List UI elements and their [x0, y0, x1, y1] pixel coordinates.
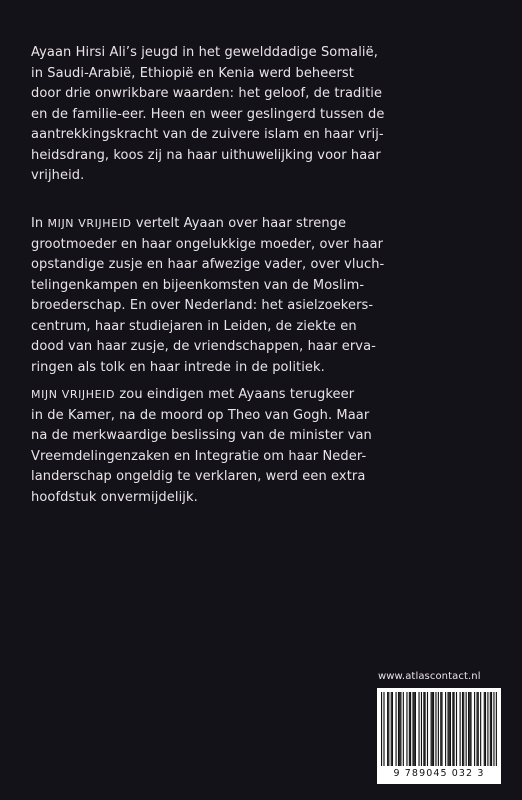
- barcode-bar: [449, 692, 450, 766]
- barcode-bar: [462, 692, 463, 766]
- blurb-line: broederschap. En over Nederland: het asielzoekers-: [31, 298, 374, 313]
- barcode-bar: [445, 692, 446, 766]
- barcode-bar: [392, 692, 393, 766]
- barcode-bar: [491, 692, 492, 766]
- barcode-bar: [478, 692, 479, 766]
- blurb-line: ringen als tolk en haar intrede in de politiek.: [31, 359, 325, 375]
- blurb-line: [31, 214, 501, 235]
- blurb-line: opstandige zusje en haar afwezige vader, over vluch-: [31, 257, 385, 272]
- barcode-bar: [412, 692, 413, 766]
- barcode-bar: [438, 692, 439, 766]
- barcode-bars: [381, 692, 497, 768]
- barcode-bar: [470, 692, 471, 766]
- barcode-bar: [454, 692, 455, 766]
- barcode-bar: [433, 692, 434, 766]
- book-title-smallcaps: MIJN VRIJHEID: [47, 217, 132, 230]
- publisher-website: www.atlascontact.nl: [378, 671, 481, 682]
- barcode-bar: [476, 692, 477, 766]
- barcode-bar: [469, 692, 470, 766]
- blurb-line: Vreemdelingenzaken en Integratie om haar Neder-: [31, 448, 367, 464]
- barcode: [377, 688, 501, 784]
- barcode-bar: [421, 692, 422, 766]
- barcode-bar: [490, 692, 491, 766]
- blurb-line: aantrekkingskracht van de zuivere islam en haar vrij-: [31, 127, 384, 142]
- barcode-bar: [381, 692, 382, 766]
- barcode-bar: [468, 692, 469, 766]
- barcode-bar: [431, 692, 432, 766]
- barcode-bar: [383, 692, 384, 766]
- book-title-smallcaps: MIJN VRIJHEID: [31, 388, 116, 401]
- barcode-bar: [463, 692, 464, 766]
- barcode-bar: [409, 692, 410, 766]
- blurb-line: grootmoeder en haar ongelukkige moeder, over haar: [31, 236, 384, 252]
- line-prefix: In: [31, 216, 48, 231]
- blurb-paragraph-2: [31, 214, 501, 378]
- barcode-bar: [432, 692, 433, 766]
- barcode-bar: [496, 692, 497, 766]
- barcode-bar: [480, 692, 481, 766]
- barcode-bar: [423, 692, 424, 766]
- barcode-bar: [474, 692, 475, 766]
- barcode-bar: [418, 692, 419, 766]
- barcode-bar: [403, 692, 404, 766]
- barcode-bar: [415, 692, 416, 766]
- blurb-line: vrijheid.: [31, 168, 85, 183]
- barcode-bar: [485, 692, 486, 766]
- line-suffix: zou eindigen met Ayaans terugkeer: [115, 387, 355, 402]
- blurb-line: na de merkwaardige beslissing van de minister van: [31, 428, 372, 443]
- barcode-bar: [400, 692, 401, 766]
- barcode-bar: [387, 692, 388, 766]
- line-suffix: vertelt Ayaan over haar strenge: [131, 216, 347, 231]
- barcode-bar: [487, 692, 488, 766]
- barcode-bar: [435, 692, 436, 766]
- blurb-line: in de Kamer, na de moord op Theo van Gogh. Maar: [31, 407, 370, 423]
- blurb-line: telingenkampen en bijeenkomsten van de Moslim-: [31, 277, 365, 293]
- blurb-line: Ayaan Hirsi Ali’s jeugd in het gewelddadige Somalië,: [31, 45, 378, 60]
- blurb-line: en de familie-eer. Heen en weer geslingerd tussen de: [31, 106, 385, 122]
- barcode-bar: [447, 692, 448, 766]
- barcode-bar: [441, 692, 442, 766]
- blurb-line: hoofdstuk onvermijdelijk.: [31, 489, 198, 505]
- barcode-bar: [396, 692, 397, 766]
- barcode-bar: [399, 692, 400, 766]
- barcode-bar: [460, 692, 461, 766]
- blurb-line: dood van haar zusje, de vriendschappen, haar erva-: [31, 339, 376, 354]
- blurb-line: landerschap ongeldig te verklaren, werd een extra: [31, 469, 366, 484]
- blurb-paragraph-3: [31, 385, 501, 508]
- blurb-line: heidsdrang, koos zij na haar uithuwelijking voor haar: [31, 147, 381, 163]
- blurb-line: centrum, haar studiejaren in Leiden, de ziekte en: [31, 318, 357, 334]
- barcode-bar: [452, 692, 453, 766]
- blurb-paragraph-1: [31, 43, 501, 187]
- barcode-bar: [493, 692, 494, 766]
- barcode-bar: [414, 692, 415, 766]
- blurb-line: [31, 385, 501, 406]
- blurb-line: door drie onwrikbare waarden: het geloof, de traditie: [31, 86, 383, 101]
- barcode-bar: [427, 692, 428, 766]
- barcode-bar: [425, 692, 426, 766]
- barcode-bar: [406, 692, 407, 766]
- barcode-bar: [466, 692, 467, 766]
- barcode-bar: [410, 692, 411, 766]
- barcode-bar: [398, 692, 399, 766]
- blurb-line: in Saudi-Arabië, Ethiopië en Kenia werd beheerst: [31, 65, 354, 81]
- barcode-bar: [456, 692, 457, 766]
- barcode-bar: [450, 692, 451, 766]
- barcode-bar: [440, 692, 441, 766]
- barcode-bar: [388, 692, 389, 766]
- barcode-bar: [391, 692, 392, 766]
- isbn-number: 9 789045 032 3: [393, 768, 485, 779]
- barcode-bar: [484, 692, 485, 766]
